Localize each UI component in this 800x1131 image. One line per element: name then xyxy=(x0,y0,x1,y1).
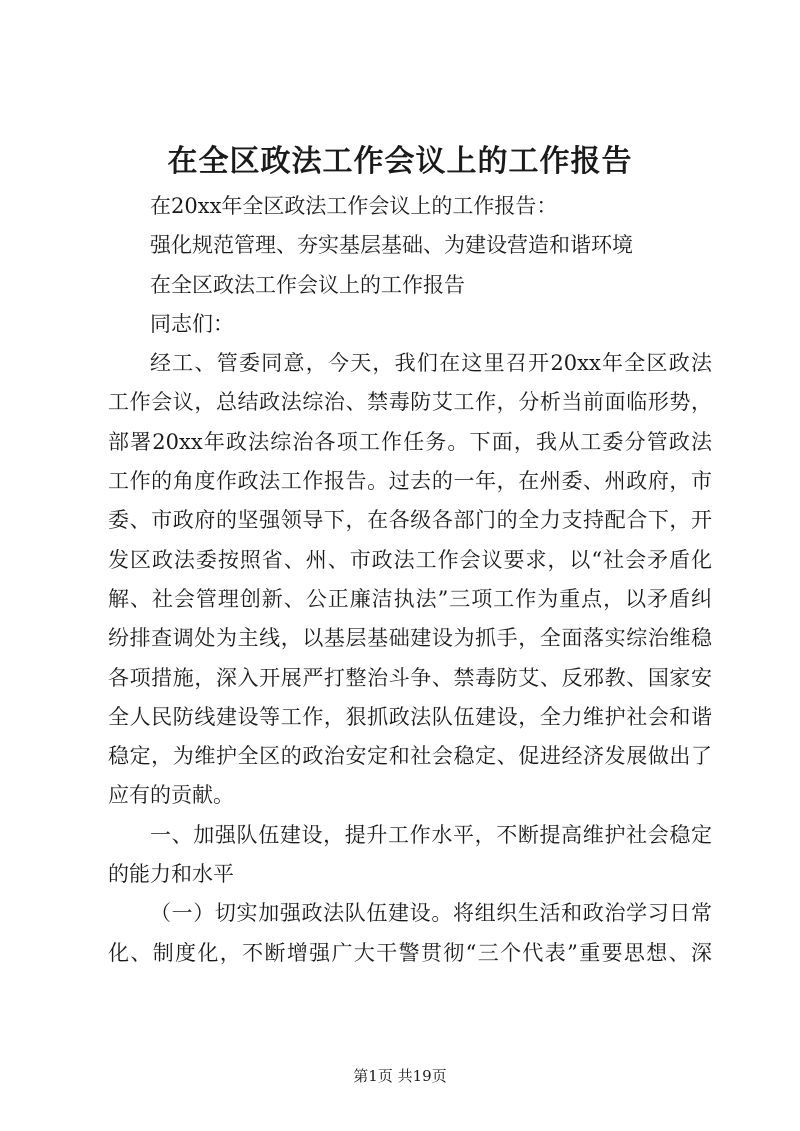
text-line: 同志们： xyxy=(150,311,234,336)
document-body xyxy=(108,187,712,973)
text-line: 工作会议，总结政法综治、禁毒防艾工作，分析当前面临形势， xyxy=(108,390,712,415)
text-line: 稳定，为维护全区的政治安定和社会稳定、促进经济发展做出了 xyxy=(108,744,712,769)
text-line: 一、加强队伍建设，提升工作水平，不断提高维护社会稳定 xyxy=(150,822,712,847)
text-line: 各项措施，深入开展严打整治斗争、禁毒防艾、反邪教、国家安 xyxy=(108,665,712,690)
text-line: 在20xx年全区政法工作会议上的工作报告： xyxy=(150,194,558,218)
text-line: 发区政法委按照省、州、市政法工作会议要求，以“社会矛盾化 xyxy=(108,547,712,572)
text-line: 应有的贡献。 xyxy=(108,783,234,808)
text-line: 在全区政法工作会议上的工作报告 xyxy=(150,272,465,297)
text-line: 的能力和水平 xyxy=(108,862,234,887)
document-title: 在全区政法工作会议上的工作报告 xyxy=(167,144,633,179)
text-line: 委、市政府的坚强领导下，在各级各部门的全力支持配合下，开 xyxy=(108,508,712,533)
page-footer: 第1页 共19页 xyxy=(353,1067,447,1085)
text-line: 强化规范管理、夯实基层基础、为建设营造和谐环境 xyxy=(150,233,633,258)
text-line: （一）切实加强政法队伍建设。将组织生活和政治学习日常 xyxy=(150,901,712,926)
text-line: 解、社会管理创新、公正廉洁执法”三项工作为重点，以矛盾纠 xyxy=(108,586,712,611)
text-line: 化、制度化，不断增强广大干警贯彻“三个代表”重要思想、深 xyxy=(108,940,712,965)
text-line: 纷排查调处为主线，以基层基础建设为抓手，全面落实综治维稳 xyxy=(108,626,712,651)
text-line: 经工、管委同意，今天，我们在这里召开20xx年全区政法 xyxy=(150,351,712,376)
text-line: 工作的角度作政法工作报告。过去的一年，在州委、州政府，市 xyxy=(108,469,712,494)
text-line: 部署20xx年政法综治各项工作任务。下面，我从工委分管政法 xyxy=(108,429,712,454)
text-line: 全人民防线建设等工作，狠抓政法队伍建设，全力维护社会和谐 xyxy=(108,704,712,729)
